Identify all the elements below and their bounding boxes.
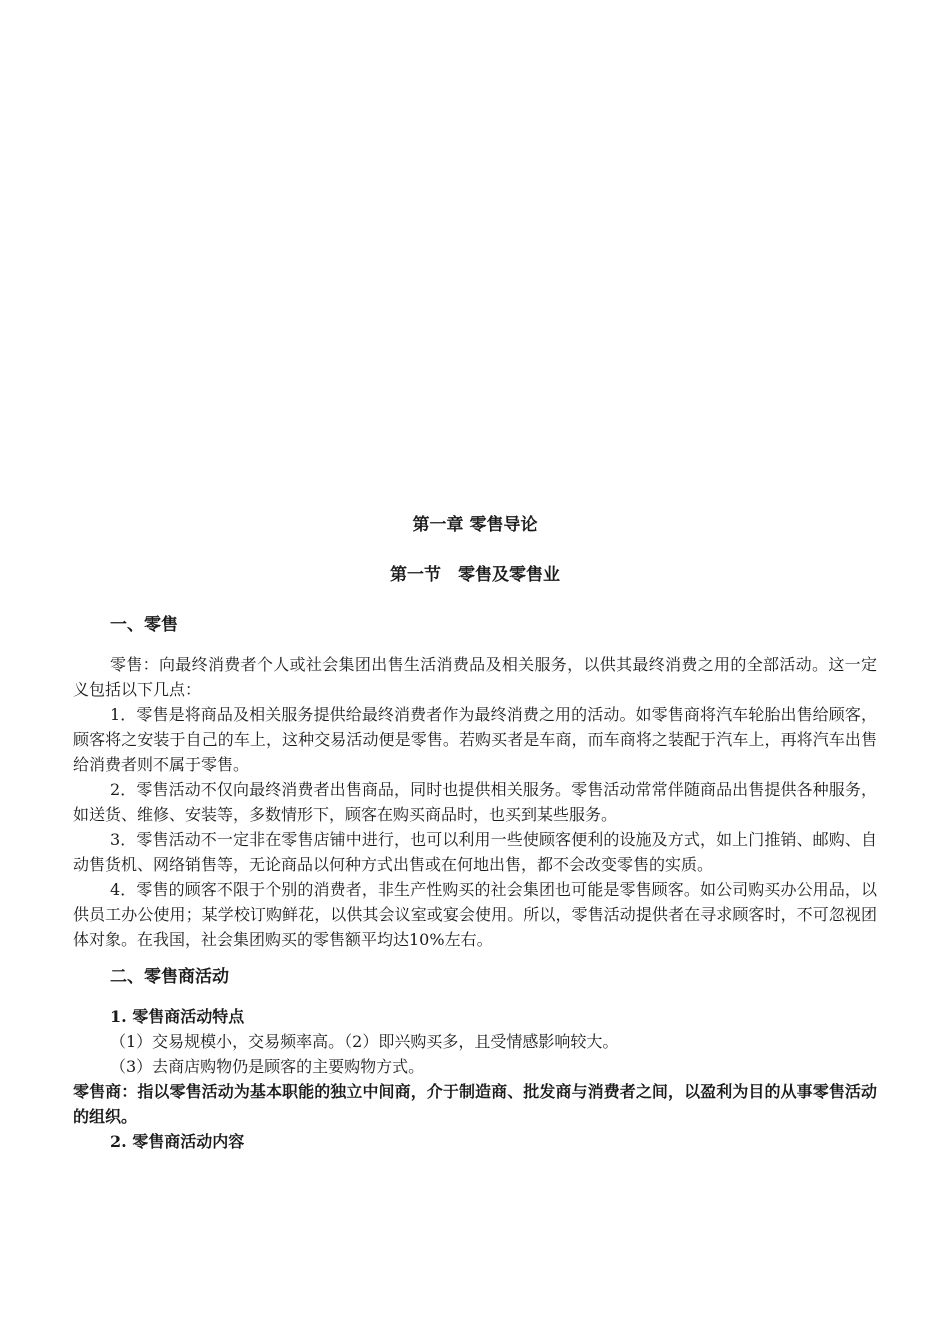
part2-sub1-line1: （1）交易规模小，交易频率高。（2）即兴购买多，且受情感影响较大。: [110, 1032, 619, 1051]
part1-point-4: 4．零售的顾客不限于个别的消费者，非生产性购买的社会集团也可能是零售顾客。如公司购买办公用品，以供员工办公使用；某学校订购鲜花，以供其会议室或宴会使用。所以，零售活动提供者在寻求顾客时，不可忽视团体对象。在我国，社会集团购买的零售额平均达10%左右。: [73, 880, 877, 949]
part2-sub2-heading: 2. 零售商活动内容: [110, 1132, 245, 1151]
section-title: 第一节 零售及零售业: [390, 565, 560, 585]
part2-sub1-line2: （3）去商店购物仍是顾客的主要购物方式。: [110, 1057, 425, 1076]
document-page: [73, 510, 877, 1154]
part1-point-3: 3．零售活动不一定非在零售店铺中进行，也可以利用一些使顾客便利的设施及方式，如上门推销、邮购、自动售货机、网络销售等，无论商品以何种方式出售或在何地出售，都不会改变零售的实质。: [73, 830, 877, 874]
part2-sub1-heading: 1. 零售商活动特点: [110, 1007, 245, 1026]
spacer: [73, 952, 877, 962]
part1-point-1: 1．零售是将商品及相关服务提供给最终消费者作为最终消费之用的活动。如零售商将汽车轮胎出售给顾客，顾客将之安装于自己的车上，这种交易活动便是零售。若购买者是车商，而车商将之装配于汽车上，再将汽车出售给消费者则不属于零售。: [73, 705, 877, 774]
part1-point-2: 2．零售活动不仅向最终消费者出售商品，同时也提供相关服务。零售活动常常伴随商品出售提供各种服务，如送货、维修、安装等，多数情形下，顾客在购买商品时，也买到某些服务。: [73, 780, 877, 824]
part2-heading: 二、零售商活动: [110, 967, 229, 987]
part1-heading: 一、零售: [110, 615, 178, 635]
retailer-definition: 零售商：指以零售活动为基本职能的独立中间商，介于制造商、批发商与消费者之间，以盈利为目的从事零售活动的组织。: [73, 1082, 877, 1126]
part1-intro: 零售：向最终消费者个人或社会集团出售生活消费品及相关服务，以供其最终消费之用的全部活动。这一定义包括以下几点：: [73, 655, 877, 699]
chapter-title: 第一章 零售导论: [412, 515, 538, 535]
